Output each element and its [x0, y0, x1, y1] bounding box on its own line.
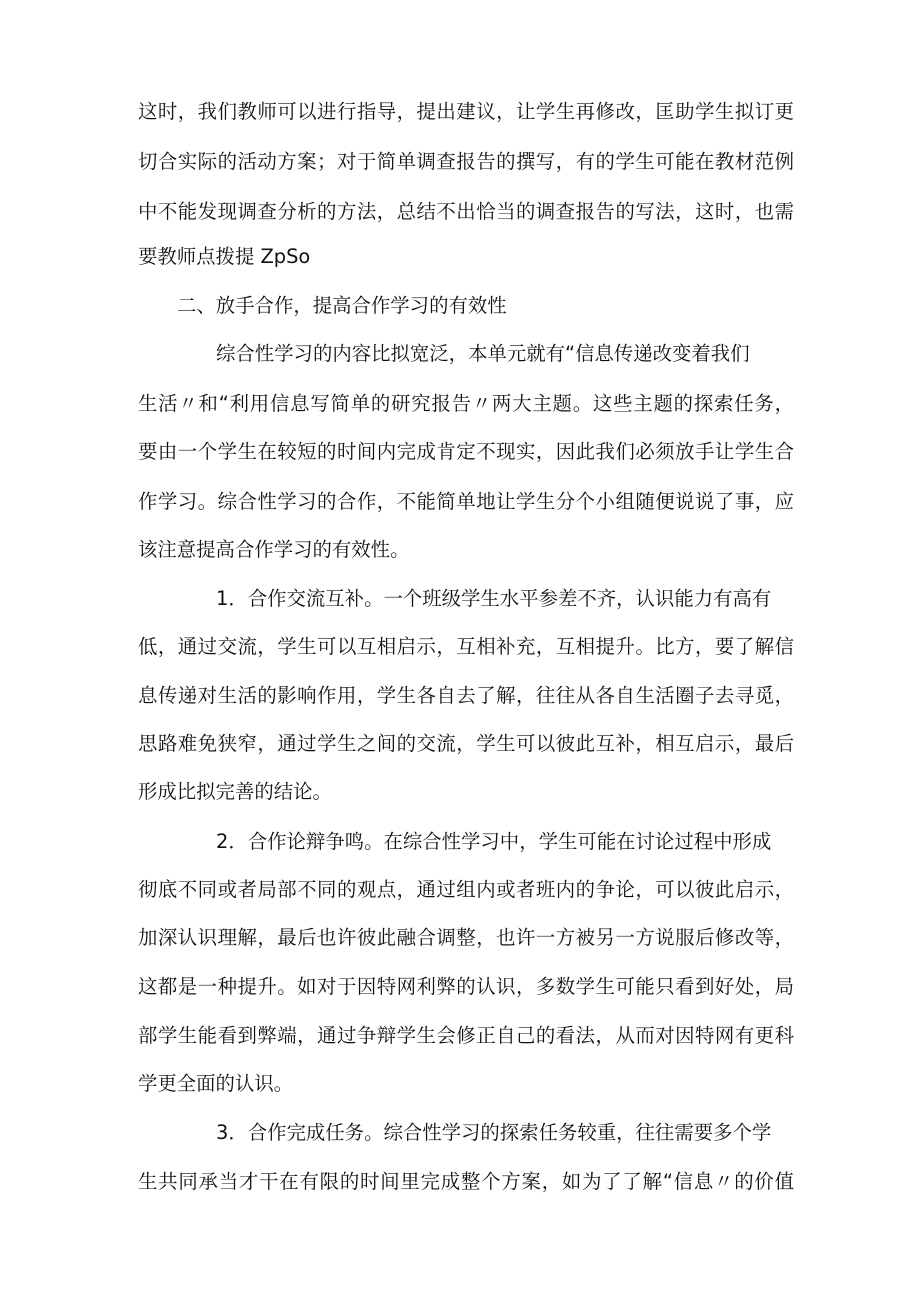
section-heading: 二、放手合作，提高合作学习的有效性 — [177, 294, 507, 317]
paragraph-line: 要由一个学生在较短的时间内完成肯定不现实，因此我们必须放手让学生合 — [138, 440, 794, 463]
paragraph-line: 生活〃和“利用信息写简单的研究报告〃两大主题。这些主题的探索任务， — [138, 392, 794, 415]
paragraph-line: 生共同承当才干在有限的时间里完成整个方案，如为了了解“信息〃的价值 — [138, 1170, 794, 1193]
list-item-1-line: 1．合作交流互补。一个班级学生水平参差不齐，认识能力有高有 — [216, 587, 772, 610]
list-item-2-line: 2．合作论辩争鸣。在综合性学习中，学生可能在讨论过程中形成 — [216, 830, 772, 853]
paragraph-line: 学更全面的认识。 — [138, 1072, 294, 1095]
paragraph-line: 低，通过交流，学生可以互相启示，互相补充，互相提升。比方，要了解信 — [138, 635, 794, 658]
paragraph-line: 中不能发现调查分析的方法，总结不出恰当的调查报告的写法，这时，也需 — [138, 200, 794, 223]
paragraph-line: 这都是一种提升。如对于因特网利弊的认识，多数学生可能只看到好处，局 — [138, 975, 794, 998]
paragraph-line: 加深认识理解，最后也许彼此融合调整，也许一方被另一方说服后修改等， — [138, 926, 794, 949]
paragraph-line: 综合性学习的内容比拟宽泛，本单元就有“信息传递改变着我们 — [216, 342, 750, 365]
paragraph-line: 形成比拟完善的结论。 — [138, 780, 332, 803]
paragraph-line: 息传递对生活的影响作用，学生各自去了解，往往从各自生活圈子去寻觅， — [138, 684, 794, 707]
paragraph-line: 作学习。综合性学习的合作，不能简单地让学生分个小组随便说说了事，应 — [138, 490, 794, 513]
list-item-3-line: 3．合作完成任务。综合性学习的探索任务较重，往往需要多个学 — [216, 1121, 772, 1144]
paragraph-line: 这时，我们教师可以进行指导，提出建议，让学生再修改，匡助学生拟订更 — [138, 100, 794, 123]
paragraph-line: 要教师点拨提 ZpSo — [138, 245, 311, 268]
paragraph-line: 思路难免狭窄，通过学生之间的交流，学生可以彼此互补，相互启示，最后 — [138, 732, 794, 755]
paragraph-line: 该注意提高合作学习的有效性。 — [138, 538, 410, 561]
paragraph-line: 切合实际的活动方案；对于简单调查报告的撰写，有的学生可能在教材范例 — [138, 150, 794, 173]
paragraph-line: 部学生能看到弊端，通过争辩学生会修正自己的看法，从而对因特网有更科 — [138, 1024, 794, 1047]
paragraph-line: 彻底不同或者局部不同的观点，通过组内或者班内的争论，可以彼此启示， — [138, 878, 794, 901]
